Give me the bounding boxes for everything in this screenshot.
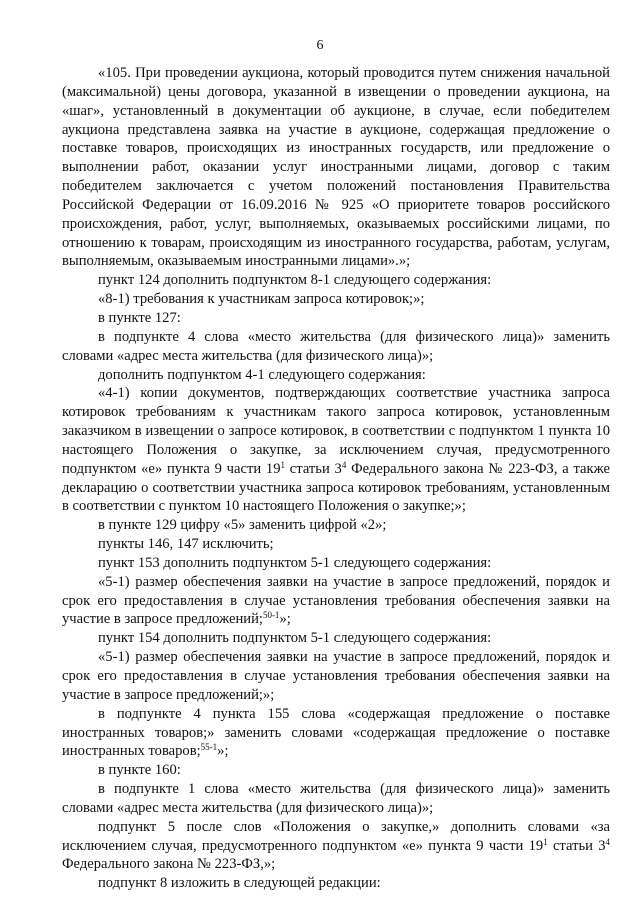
- paragraph-text: «5-1) размер обеспечения заявки на участие в запросе предложений, порядок и срок его предоставления в случае установления требования обеспечения заявки на участие в запросе предложений;»;: [62, 649, 610, 703]
- paragraph: [62, 516, 610, 535]
- paragraph-text: статьи 3: [547, 837, 606, 854]
- paragraph: [62, 271, 610, 290]
- paragraph: [62, 780, 610, 818]
- paragraph-text: «105. При проведении аукциона, который проводится путем снижения начальной (максимальной) цены договора, указанной в извещении о проведении аукциона, на «шаг», установленный в документации об аукционе, в случае, если победителем аукциона представлена заявка на участие в аукционе, содержащая предложение о поставке товаров, происходящих из иностранных государств, или предложение о выполнении работ, оказании услуг иностранными лицами, договор с таким победителем заключается с учетом положений постановления Правительства Российской Федерации от 16.09.2016 № 925 «О приоритете товаров российского происхождения, работ, услуг, выполняемых, оказываемых российскими лицами, по отношению к товарам, происходящим из иностранного государства, работам, услугам, выполняемым, оказываемым иностранными лицами».»;: [62, 65, 610, 270]
- paragraph: [62, 573, 610, 630]
- footnote-ref: 4: [341, 459, 347, 470]
- paragraph: [62, 384, 610, 516]
- paragraph: [62, 554, 610, 573]
- paragraph-text: «5-1) размер обеспечения заявки на участие в запросе предложений, порядок и срок его предоставления в случае установления требования обеспечения заявки на участие в запросе предложений;: [62, 573, 610, 628]
- paragraph: [62, 366, 610, 385]
- page-number: 6: [316, 38, 324, 53]
- paragraph-text: «8-1) требования к участникам запроса котировок;»;: [98, 291, 425, 308]
- footnote-ref: 50-1: [262, 610, 280, 621]
- paragraph: [62, 705, 610, 762]
- paragraph: [62, 818, 610, 875]
- footnote-ref: 1: [280, 459, 286, 470]
- paragraph-text: пункт 154 дополнить подпунктом 5-1 следующего содержания:: [98, 630, 492, 647]
- paragraph: [62, 535, 610, 554]
- paragraph-text: »;: [279, 611, 291, 628]
- paragraph-text: в пункте 160:: [98, 762, 181, 779]
- paragraph-text: в подпункте 1 слова «место жительства (для физического лица)» заменить словами «адрес места жительства (для физического лица)»;: [62, 781, 610, 816]
- paragraph: [62, 309, 610, 328]
- paragraph-text: «4-1) копии документов, подтверждающих соответствие участника запроса котировок требованиям к участникам такого запроса котировок, установленным заказчиком в извещении о запросе котировок, в соответствии с подпунктом 1 пункта 10 настоящего Положения о закупке, за исключением случая, предусмотренного подпунктом «е» пункта 9 части 19: [62, 385, 610, 477]
- paragraph-text: в подпункте 4 слова «место жительства (для физического лица)» заменить словами «адрес места жительства (для физического лица)»;: [62, 328, 610, 364]
- paragraph-text: Федерального закона № 223-ФЗ,»;: [62, 856, 276, 873]
- paragraph: [62, 648, 610, 705]
- paragraph-text: пункт 124 дополнить подпунктом 8-1 следующего содержания:: [98, 272, 492, 289]
- paragraph: [62, 64, 610, 271]
- paragraph-text: подпункт 5 после слов «Положения о закупке,» дополнить словами «за исключением случая, предусмотренного подпунктом «е» пункта 9 части 19: [62, 818, 610, 854]
- paragraph-text: в пункте 129 цифру «5» заменить цифрой «2»;: [98, 517, 387, 534]
- paragraph-text: »;: [217, 743, 229, 760]
- paragraph: [62, 874, 610, 893]
- paragraph-text: статьи 3: [285, 460, 342, 477]
- footnote-ref: 4: [605, 836, 610, 847]
- footnote-ref: 1: [543, 836, 548, 847]
- footnote-ref: 55-1: [200, 742, 218, 753]
- paragraph-text: пункт 153 дополнить подпунктом 5-1 следующего содержания:: [98, 554, 492, 571]
- paragraph-text: в пункте 127:: [98, 309, 181, 326]
- paragraph: [62, 629, 610, 648]
- paragraph-text: в подпункте 4 пункта 155 слова «содержащая предложение о поставке иностранных товаров;» заменить словами «содержащая предложение о поставке иностранных товаров;: [62, 705, 610, 760]
- paragraph: [62, 761, 610, 780]
- paragraph-text: пункты 146, 147 исключить;: [98, 536, 274, 553]
- paragraph: [62, 328, 610, 366]
- paragraph-text: Федерального закона № 223-ФЗ, а также декларацию о соответствии участника запроса котировок требованиям, установленным в соответствии с пунктом 10 настоящего Положения о закупке;»;: [62, 460, 610, 515]
- document-body: [62, 64, 610, 893]
- paragraph-text: дополнить подпунктом 4-1 следующего содержания:: [98, 366, 426, 383]
- paragraph: [62, 290, 610, 309]
- paragraph-text: подпункт 8 изложить в следующей редакции:: [98, 875, 381, 892]
